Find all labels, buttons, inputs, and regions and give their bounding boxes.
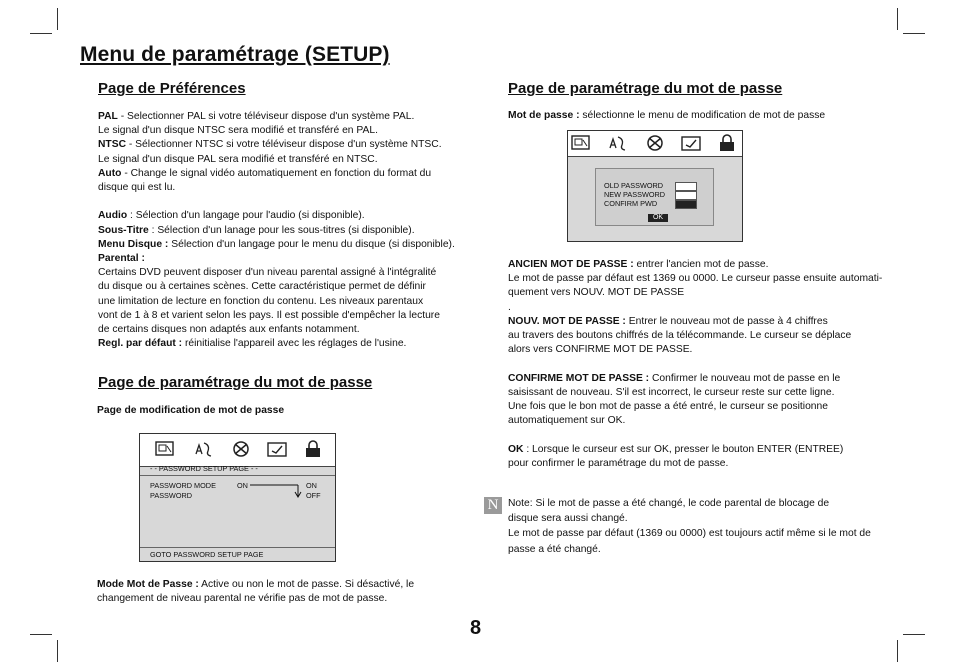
auto-text: - Change le signal vidéo automatiquement en fonction du format du xyxy=(121,167,432,179)
parental-label: Parental : xyxy=(98,253,145,265)
pal-label: PAL xyxy=(98,111,118,122)
old-password-field[interactable] xyxy=(675,182,697,191)
regl-label: Regl. par défaut : xyxy=(98,338,183,350)
dot: . xyxy=(508,301,511,313)
ancien-desc: entrer l'ancien mot de passe. xyxy=(633,259,769,270)
video-icon xyxy=(266,439,288,459)
password-dialog xyxy=(595,168,714,226)
password-heading-right: Page de paramétrage du mot de passe xyxy=(508,80,783,97)
divider xyxy=(140,547,335,548)
mode-text xyxy=(97,578,497,606)
password-mode-label: PASSWORD MODE xyxy=(150,481,216,490)
confirme-line: automatiquement sur OK. xyxy=(508,415,626,427)
system-setup-icon xyxy=(570,133,592,153)
note-line: Note: Si le mot de passe a été changé, le code parental de blocage de xyxy=(508,498,830,509)
parental-line: vont de 1 à 8 et varient selon les pays. Il est possible d'empêcher la lecture xyxy=(98,309,440,321)
audio-icon xyxy=(230,439,252,459)
ancien-line: Le mot de passe par défaut est 1369 ou 0000. Le curseur passe ensuite automati- xyxy=(508,273,883,285)
parental-line: du disque ou à certaines scènes. Cette caractéristique permet de définir xyxy=(98,281,426,293)
crop-mark xyxy=(57,8,58,30)
pal-text-2: Le signal d'un disque NTSC sera modifié et transféré en PAL. xyxy=(98,125,378,137)
note-text xyxy=(508,496,928,557)
crop-mark xyxy=(30,634,52,635)
password-steps xyxy=(508,258,928,471)
arrow-down-icon xyxy=(250,482,302,498)
preferences-text xyxy=(98,110,498,351)
ancien-line: quement vers NOUV. MOT DE PASSE xyxy=(508,287,685,299)
motdepasse-text xyxy=(508,109,825,123)
auto-label: Auto xyxy=(98,167,122,179)
nouv-line: alors vers CONFIRME MOT DE PASSE. xyxy=(508,344,693,356)
parental-line: de certains disques non adaptés aux enfants notamment. xyxy=(98,324,360,336)
menudisque-text: Sélection d'un langage pour le menu du disque (si disponible). xyxy=(168,238,455,250)
audio-icon xyxy=(644,133,666,153)
crop-mark xyxy=(57,640,58,662)
password-label: PASSWORD xyxy=(150,491,193,500)
parental-line: une limitation de lecture en fonction du contenu. Les niveaux parentaux xyxy=(98,295,424,307)
crop-mark xyxy=(903,634,925,635)
confirme-line: Une fois que le bon mot de passe a été entré, le curseur se positionne xyxy=(508,401,828,413)
confirm-password-field[interactable] xyxy=(675,200,697,209)
screen-footer: GOTO PASSWORD SETUP PAGE xyxy=(150,550,264,559)
crop-mark xyxy=(903,33,925,34)
note-icon: N xyxy=(484,497,502,514)
soustitre-label: Sous-Titre xyxy=(98,224,149,236)
password-change-screen xyxy=(567,130,743,242)
ok-desc: : Lorsque le curseur est sur OK, presser le bouton ENTER (ENTREE) xyxy=(523,443,844,455)
crop-mark xyxy=(30,33,52,34)
divider xyxy=(140,475,335,476)
ntsc-label: NTSC xyxy=(98,139,127,151)
motdepasse-label: Mot de passe : xyxy=(508,110,580,121)
menu-icon-bar xyxy=(568,131,742,157)
ntsc-text-2: Le signal d'un disque PAL sera modifié et transféré en NTSC. xyxy=(98,153,378,165)
menu-icon-bar xyxy=(140,434,335,467)
ok-label: OK xyxy=(508,443,524,455)
crop-mark xyxy=(897,8,898,30)
new-password-field[interactable] xyxy=(675,191,697,200)
page-title: Menu de paramétrage (SETUP) xyxy=(80,43,390,66)
preferences-heading: Page de Préférences xyxy=(98,80,246,97)
mode-desc: Active ou non le mot de passe. Si désactivé, le xyxy=(198,579,415,590)
pal-text: - Selectionner PAL si votre téléviseur dispose d'un système PAL. xyxy=(117,111,415,122)
ok-button[interactable]: OK xyxy=(648,214,668,222)
confirm-password-label: CONFIRM PWD xyxy=(604,199,658,208)
confirme-line: saisissant de nouveau. S'il est incorrect, le curseur reste sur cette ligne. xyxy=(508,386,835,398)
mode-desc-2: changement de niveau parental ne vérifie pas de mot de passe. xyxy=(97,593,388,605)
audio-label: Audio xyxy=(98,210,128,222)
ancien-label: ANCIEN MOT DE PASSE : xyxy=(508,259,634,270)
password-setup-screen xyxy=(139,433,336,562)
ntsc-text: - Sélectionner NTSC si votre téléviseur dispose d'un système NTSC. xyxy=(126,139,442,151)
option-on: ON xyxy=(306,481,317,490)
nouv-label: NOUV. MOT DE PASSE : xyxy=(508,315,626,327)
confirme-label: CONFIRME MOT DE PASSE : xyxy=(508,372,650,384)
lock-icon xyxy=(302,439,324,459)
screen-header: - - PASSWORD SETUP PAGE - - xyxy=(150,464,258,473)
new-password-label: NEW PASSWORD xyxy=(604,190,666,199)
nouv-desc: Entrer le nouveau mot de passe à 4 chiffres xyxy=(625,315,828,327)
note-line: passe a été changé. xyxy=(508,543,601,555)
parental-line: Certains DVD peuvent disposer d'un niveau parental assigné à l'intégralité xyxy=(98,267,437,279)
password-sub-heading: Page de modification de mot de passe xyxy=(97,405,285,416)
password-heading-left: Page de paramétrage du mot de passe xyxy=(98,374,373,391)
ok-desc-2: pour confirmer le paramétrage du mot de passe. xyxy=(508,457,729,469)
language-icon xyxy=(192,439,214,459)
page-number: 8 xyxy=(470,617,482,639)
motdepasse-desc: sélectionne le menu de modification de mot de passe xyxy=(579,110,826,121)
nouv-line: au travers des boutons chiffrés de la télécommande. Le curseur se déplace xyxy=(508,330,852,342)
system-setup-icon xyxy=(154,439,176,459)
mode-label: Mode Mot de Passe : xyxy=(97,579,199,590)
video-icon xyxy=(680,133,702,153)
note-line: disque sera aussi changé. xyxy=(508,513,628,525)
menudisque-label: Menu Disque : xyxy=(98,238,169,250)
auto-text-2: disque qui est lu. xyxy=(98,182,176,194)
crop-mark xyxy=(897,640,898,662)
password-mode-value: ON xyxy=(237,481,248,490)
old-password-label: OLD PASSWORD xyxy=(604,181,664,190)
lock-icon xyxy=(716,133,738,153)
option-off: OFF xyxy=(306,491,321,500)
language-icon xyxy=(606,133,628,153)
confirme-desc: Confirmer le nouveau mot de passe en le xyxy=(649,372,841,384)
regl-text: réinitialise l'appareil avec les réglages de l'usine. xyxy=(182,338,407,350)
note-line: Le mot de passe par défaut (1369 ou 0000) est toujours actif même si le mot de xyxy=(508,528,871,540)
audio-text: : Sélection d'un langage pour l'audio (si disponible). xyxy=(127,210,365,222)
soustitre-text: : Sélection d'un lanage pour les sous-titres (si disponible). xyxy=(148,224,415,236)
